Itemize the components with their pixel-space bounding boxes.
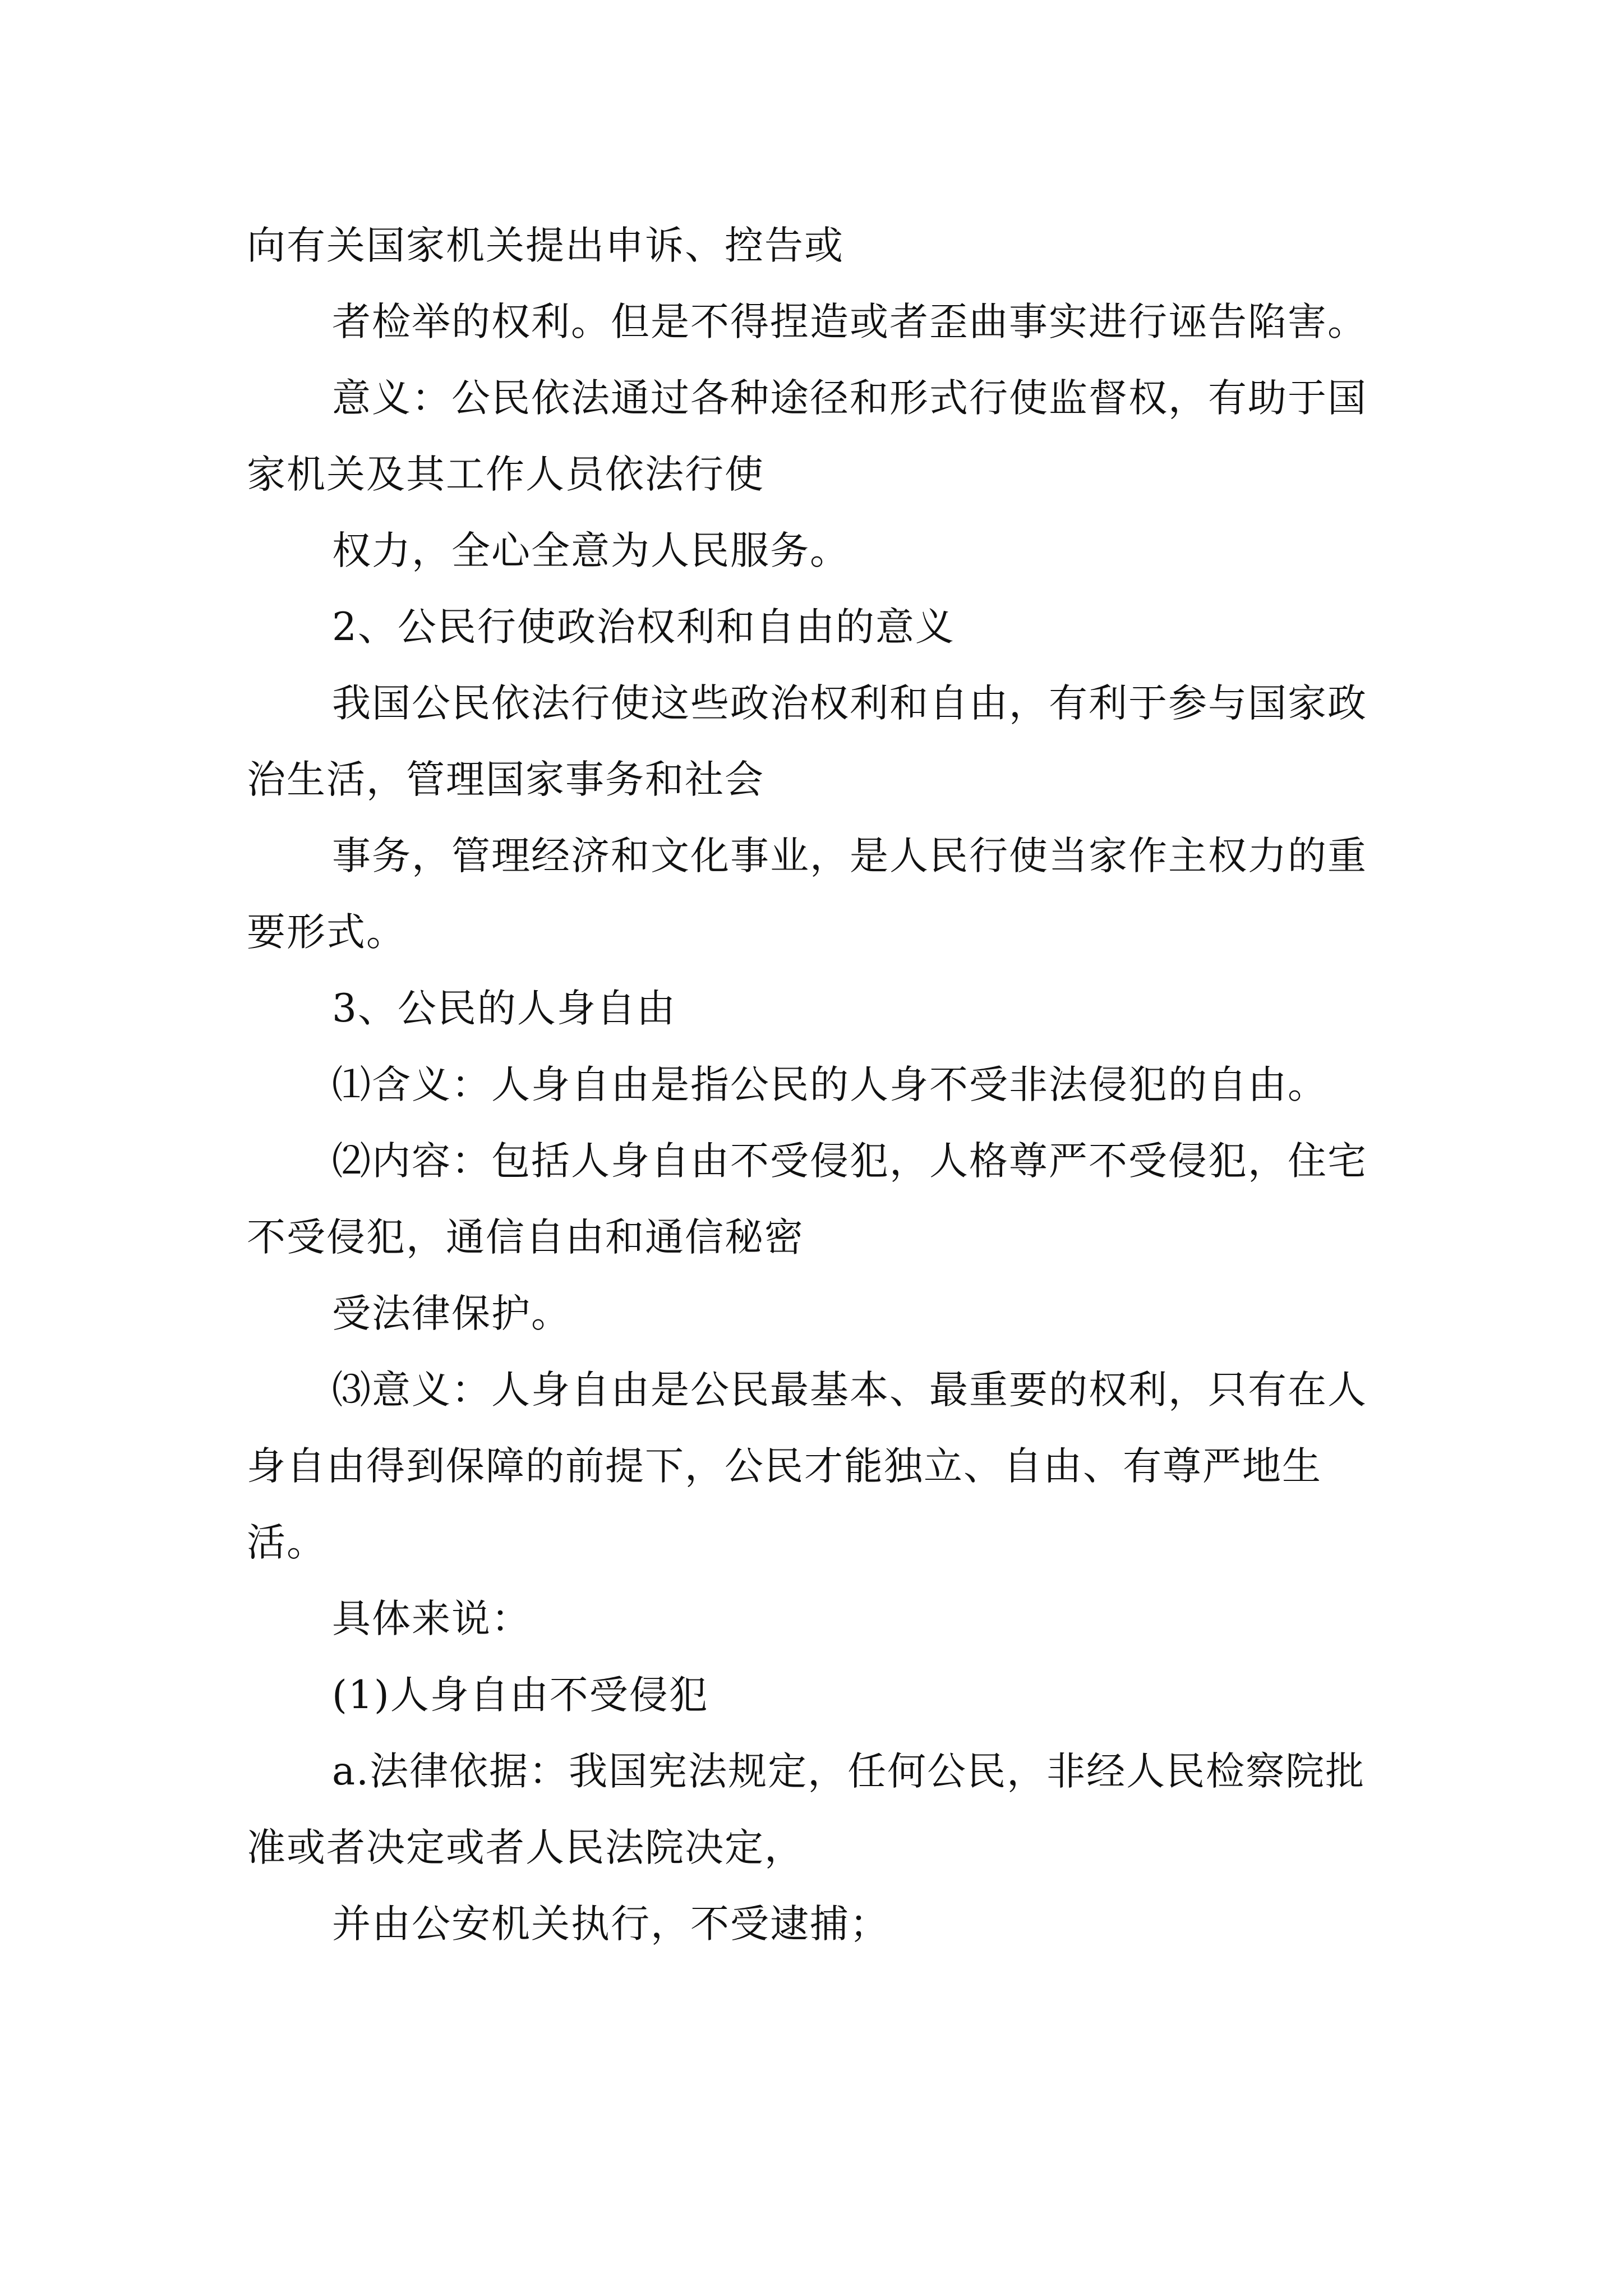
paragraph: 者检举的权利。但是不得捏造或者歪曲事实进行诬告陷害。 bbox=[332, 300, 1367, 344]
document-body bbox=[247, 208, 1380, 1962]
section-heading: 2、公民行使政治权利和自由的意义 bbox=[332, 605, 955, 650]
paragraph: 向有关国家机关提出申诉、控告或 bbox=[247, 223, 844, 268]
paragraph: 我国公民依法行使这些政治权利和自由，有利于参与国家政治生活，管理国家事务和社会 bbox=[247, 681, 1367, 802]
paragraph: ⑶意义：人身自由是公民最基本、最重要的权利，只有在人身自由得到保障的前提下，公民才能独立、自由、有尊严地生活。 bbox=[247, 1368, 1367, 1565]
paragraph: 权力，全心全意为人民服务。 bbox=[332, 528, 850, 573]
paragraph: 事务，管理经济和文化事业，是人民行使当家作主权力的重要形式。 bbox=[247, 834, 1367, 955]
paragraph: ⑴含义：人身自由是指公民的人身不受非法侵犯的自由。 bbox=[332, 1062, 1327, 1107]
paragraph: 具体来说： bbox=[332, 1596, 531, 1641]
paragraph: a.法律依据：我国宪法规定，任何公民，非经人民检察院批准或者决定或者人民法院决定， bbox=[247, 1749, 1366, 1870]
subsection-heading: (1)人身自由不受侵犯 bbox=[332, 1673, 709, 1718]
paragraph: 受法律保护。 bbox=[332, 1291, 571, 1336]
paragraph: 意义：公民依法通过各种途径和形式行使监督权，有助于国家机关及其工作人员依法行使 bbox=[247, 376, 1367, 497]
paragraph: ⑵内容：包括人身自由不受侵犯，人格尊严不受侵犯，住宅不受侵犯，通信自由和通信秘密 bbox=[247, 1139, 1367, 1260]
paragraph: 并由公安机关执行，不受逮捕； bbox=[332, 1902, 889, 1947]
section-heading: 3、公民的人身自由 bbox=[332, 986, 676, 1031]
